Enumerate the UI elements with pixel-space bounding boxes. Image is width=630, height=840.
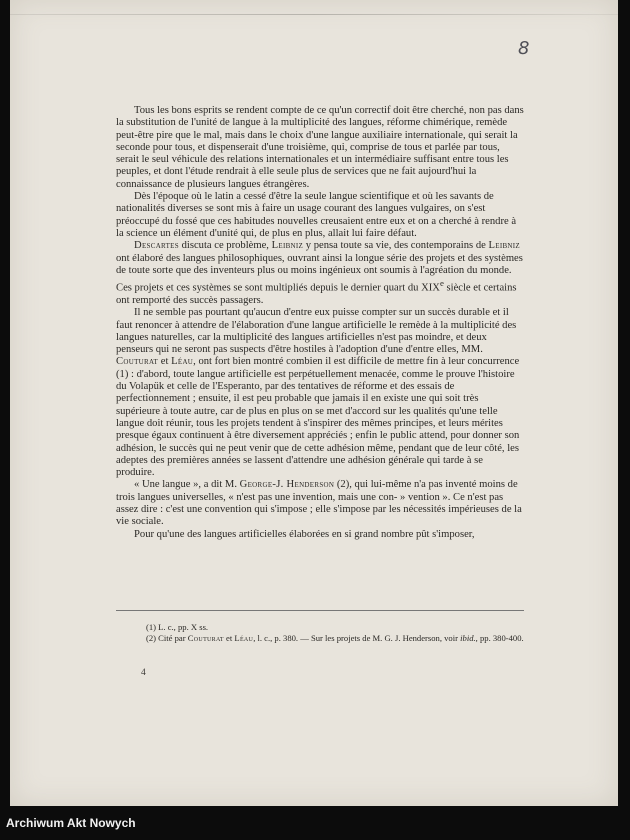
paragraph: Il ne semble pas pourtant qu'aucun d'entre eux puisse compter sur un succès durable et il faut renoncer à attendre de l'élaboration d'une langue artificielle le remède à la multiplicité des langues naturelles, car la multiplicité des langues artificielles n'est pas moindre, et deux penseurs qui ne seront pas suspects d'être hostiles à l'adoption d'une d'entre elles, MM. Couturat et Léau, ont fort bien montré combien il est difficile de mettre fin à leur concurrence (1) : d'abord, toute langue artificielle est perpétuellement menacée, comme le prouve l'histoire du Volapük et celle de l'Esperanto, par des tentatives de réforme et des essais de perfectionnement ; ensuite, il est peu probable que jamais il en existe une qui soit très supérieure à toute autre, car de plus en plus on se met d'accord sur les qualités qu'une telle langue doit réunir, tous les projets tendent à s'inspirer des mêmes principes, et leurs mérites presque égaux continuent à être diversement appréciés ; enfin le public attend, pour donner son adhésion, le succès qui ne peut venir que de cette adhésion même, pendant que de leur côté, les adeptes des premières années se lassent d'attendre une adhésion générale qui tarde à se produire. [116, 307, 520, 479]
author-name: Leibniz [271, 240, 304, 252]
paragraph: Dès l'époque où le latin a cessé d'être la seule langue scientifique et où les savants de nationalités diverses se sont mis à faire un usage courant des langues vulgaires, on s'est préoccupé du fossé que ces habitudes nouvelles creusaient entre eux et on a cherché à rendre à la science un élément d'unité qui, de plus en plus, allait lui faire défaut. [116, 191, 517, 239]
paragraph: Descartes discuta ce problème, Leibniz y pensa toute sa vie, des contemporains de Leibniz ont élaboré des langues philosophiques, ouvrant ainsi la longue série des projets et des systèmes de toute sorte que des inventeurs plus ou moins ingénieux ont soumis à l'agréation du monde. Ces projets et ces systèmes se sont multipliés depuis le dernier quart du XIXe siècle et certains ont remporté des succès passagers. [116, 240, 523, 306]
author-name: George-J. Henderson [239, 479, 335, 491]
author-name: Couturat [116, 356, 159, 368]
archive-footer [0, 806, 630, 840]
footnote: (1) L. c., pp. X ss. [146, 622, 209, 632]
footnote-divider [116, 610, 524, 611]
archive-label: Archiwum Akt Nowych [6, 816, 136, 830]
author-name: Léau [171, 356, 194, 368]
author-name: Leibniz [488, 240, 520, 252]
document-page [10, 0, 618, 806]
body-text [116, 105, 524, 541]
paragraph: Pour qu'une des langues artificielles élaborées en si grand nombre pût s'imposer, [134, 528, 475, 540]
author-name: Couturat [187, 633, 224, 643]
page-crease [10, 14, 618, 15]
paragraph: Tous les bons esprits se rendent compte de ce qu'un correctif doit être cherché, non pas dans la substitution de l'unité de langue à la multiplicité des langues, réforme chimérique, remède peut-être pire que le mal, mais dans le choix d'une langue auxiliaire internationale, qui serait la seconde pour tous, et dispenserait d'une troisième, qui, comprise de tous et parlée par tous, serait le seul véhicule des relations internationales et un intermédiaire suffisant entre tous les peuples, et dont l'étude rendrait à elle seule plus de services que ne fait aujourd'hui la connaissance de plusieurs langues étrangères. [116, 105, 524, 190]
footnotes [146, 622, 524, 644]
paragraph: « Une langue », a dit M. George-J. Henderson (2), qui lui-même n'a pas inventé moins de trois langues universelles, « n'est pas une invention, mais une con- » vention ». Ce n'est pas assez dire : c'est une convention qui s'impose ; elle s'impose par les nécessités impérieuses de la vie sociale. [116, 479, 522, 528]
handwritten-page-number: 8 [518, 38, 530, 59]
footnote: (2) Cité par Couturat et Léau, l. c., p. 380. — Sur les projets de M. G. J. Henderson, voir ibid., pp. 380-400. [146, 633, 524, 643]
author-name: Léau [234, 633, 254, 643]
page-folio: 4 [141, 668, 146, 678]
author-name: Descartes [134, 240, 179, 252]
